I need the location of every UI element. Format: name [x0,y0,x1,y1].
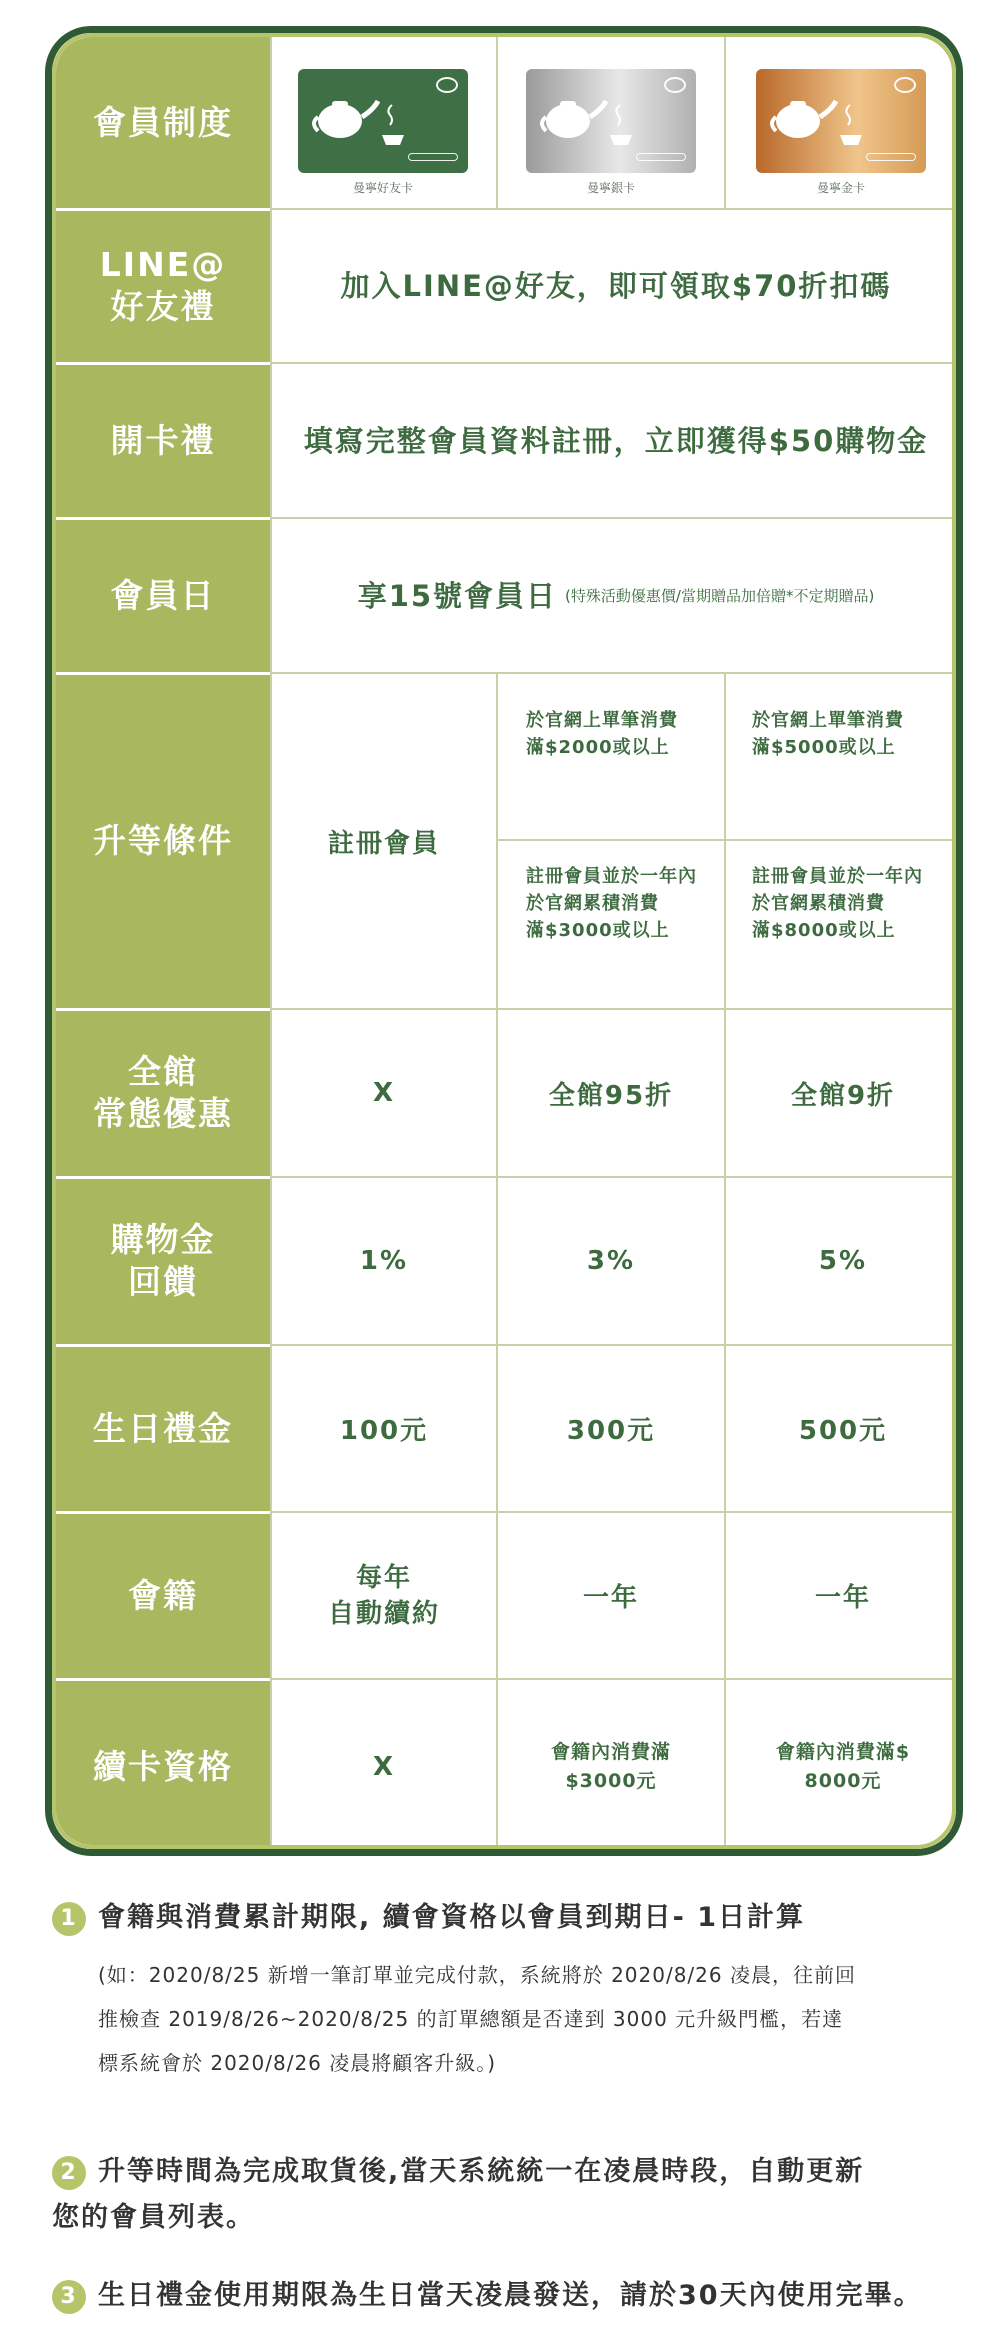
note-text: 會籍與消費累計期限, 續會資格以會員到期日- 1日計算 [98,1902,806,1933]
birthday-silver: 300元 [566,1416,656,1446]
line-gift-text: 加入LINE@好友，即可領取$70折扣碼 [340,269,892,303]
brand-logo-icon [894,77,916,93]
term-gold: 一年 [814,1583,871,1613]
cashback-gold: 5% [818,1246,868,1276]
card-tag [866,153,916,161]
discount-silver: 全館95折 [548,1080,674,1111]
member-day-text: 享15號會員日 [357,578,558,613]
note-2 [52,2103,972,2241]
note-number-badge: 3 [52,2280,86,2314]
row-label-discount: 全館 常態優惠 [93,1052,233,1133]
silver-card-image [526,69,696,173]
row-label-line: LINE@ 好友禮 [99,245,227,326]
notes-section [52,1895,972,2319]
divider [496,37,498,208]
renewal-silver: 會籍內消費滿 $3000元 [550,1740,671,1792]
note-text: 生日禮金使用期限為生日當天凌晨發送，請於30天內使用完畢。 [98,2280,923,2311]
teapot-icon [310,87,410,147]
term-silver: 一年 [582,1583,639,1613]
gold-card-image [756,69,926,173]
membership-table [52,33,956,1849]
card-name: 曼寧銀卡 [586,181,635,195]
open-card-gift-text: 填寫完整會員資料註冊，立即獲得$50購物金 [303,423,929,458]
upgrade-basic: 註冊會員 [327,828,440,859]
upgrade-silver-single: 於官網上單筆消費 滿$2000或以上 [526,710,678,758]
friend-card-image [298,69,468,173]
note-number-badge: 1 [52,1902,86,1936]
brand-logo-icon [436,77,458,93]
note-3 [52,2273,972,2319]
row-label-renewal: 續卡資格 [93,1746,233,1786]
upgrade-gold-single: 於官網上單筆消費 滿$5000或以上 [752,710,904,758]
discount-gold: 全館9折 [790,1080,896,1111]
upgrade-silver-accumulated: 註冊會員並於一年內 於官網累積消費 滿$3000或以上 [526,866,697,941]
note-1 [52,1895,972,1941]
note-number-badge: 2 [52,2156,86,2190]
card-tag [408,153,458,161]
teapot-icon [768,87,868,147]
row-label-upgrade: 升等條件 [93,821,233,860]
birthday-basic: 100元 [339,1416,429,1446]
divider [724,37,726,208]
row-label-cashback: 購物金 回饋 [110,1220,216,1301]
member-day-note: (特殊活動優惠價/當期贈品加倍贈*不定期贈品) [565,586,875,605]
note-1-example: (如：2020/8/25 新增一筆訂單並完成付款，系統將於 2020/8/26 凌晨，往前回 推檢查 2019/8/26~2020/8/25 的訂單總額是否達到 3000 元升級門檻，若達 標系統會於 2020/8/26 凌晨將顧客升級。) [98,1963,856,2075]
row-label-membership-term: 會籍 [128,1575,198,1615]
card-tag [636,153,686,161]
brand-logo-icon [664,77,686,93]
term-basic: 每年 自動續約 [327,1562,440,1629]
cashback-basic: 1% [359,1246,409,1276]
row-label-membership: 會員制度 [93,102,233,142]
card-name: 曼寧金卡 [816,181,865,195]
divider [496,839,956,841]
member-day-cell [272,519,956,672]
note-text: 升等時間為完成取貨後,當天系統統一在凌晨時段，自動更新 您的會員列表。 [52,2156,865,2233]
upgrade-gold-accumulated: 註冊會員並於一年內 於官網累積消費 滿$8000或以上 [752,866,923,941]
discount-basic: X [372,1078,396,1108]
renewal-basic: X [372,1751,396,1782]
renewal-gold: 會籍內消費滿$ 8000元 [775,1740,911,1792]
row-label-birthday: 生日禮金 [93,1408,233,1448]
birthday-gold: 500元 [798,1416,888,1446]
cashback-silver: 3% [586,1246,636,1276]
teapot-icon [538,87,638,147]
row-label-open-card: 開卡禮 [110,420,216,460]
card-name: 曼寧好友卡 [352,181,413,195]
row-label-member-day: 會員日 [110,575,216,615]
